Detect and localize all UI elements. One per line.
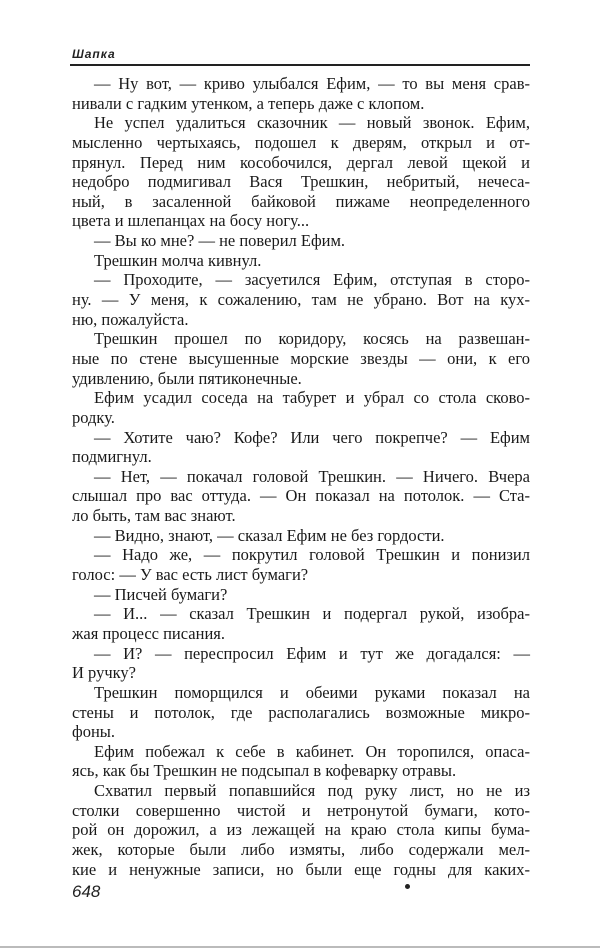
text-line: — Писчей бумаги?: [94, 584, 228, 604]
page-number: 648: [72, 882, 101, 901]
text-line: — Проходите, — засуетился Ефим, отступая в сторо-: [94, 270, 530, 290]
text-line: кие и ненужные записи, но были еще годны для каких-: [72, 859, 530, 879]
text-line: Не успел удалиться сказочник — новый звонок. Ефим,: [94, 113, 530, 133]
text-line: Трешкин прошел по коридору, косясь на развешан-: [94, 329, 530, 349]
text-line: стены и потолок, где располагались возможные микро-: [72, 702, 530, 722]
text-line: — Ну вот, — криво улыбался Ефим, — то вы меня срав-: [94, 74, 530, 93]
text-line: удивлению, были пятиконечные.: [72, 368, 302, 388]
text-line: слышал про вас оттуда. — Он показал на потолок. — Ста-: [72, 486, 530, 506]
header-rule: [70, 64, 530, 66]
text-line: Трешкин поморщился и обеими руками показал на: [94, 682, 530, 702]
text-line: Ефим побежал к себе в кабинет. Он торопился, опаса-: [94, 741, 530, 761]
text-line: прянул. Перед ним кособочился, дергал левой щекой и: [72, 152, 530, 172]
text-line: — Вы ко мне? — не поверил Ефим.: [94, 231, 346, 251]
text-line: ло быть, там вас знают.: [72, 506, 236, 526]
print-mark-dot: [405, 884, 410, 889]
text-line: ные по стене высушенные морские звезды — они, к его: [72, 348, 530, 368]
text-line: — Нет, — покачал головой Трешкин. — Ничего. Вчера: [94, 466, 530, 486]
text-line: столки совершенно чистой и нетронутой бумаги, кото-: [72, 800, 530, 820]
text-line: родку.: [72, 407, 115, 427]
text-line: голос: — У вас есть лист бумаги?: [72, 565, 309, 585]
text-line: — Надо же, — покрутил головой Трешкин и понизил: [94, 545, 530, 565]
text-line: — Видно, знают, — сказал Ефим не без гордости.: [94, 525, 445, 545]
text-line: нивали с гадким утенком, а теперь даже с клопом.: [72, 93, 425, 113]
text-line: Трешкин молча кивнул.: [94, 250, 262, 270]
text-line: ню, пожалуйста.: [72, 309, 189, 329]
text-line: — И? — переспросил Ефим и тут же догадался: —: [94, 643, 530, 663]
text-line: Ефим усадил соседа на табурет и убрал со стола сково-: [94, 388, 530, 408]
text-line: — И... — сказал Трешкин и подергал рукой, изобра-: [94, 604, 530, 624]
running-head: Шапка: [72, 47, 116, 61]
text-line: ный, в засаленной байковой пижаме неопределенного: [72, 191, 530, 211]
text-line: цвета и шлепанцах на босу ногу...: [72, 211, 310, 231]
text-line: подмигнул.: [72, 447, 152, 467]
text-line: жек, которые были либо измяты, либо содержали мел-: [72, 839, 530, 859]
text-line: И ручку?: [72, 663, 136, 683]
text-line: рой он дорожил, а из лежащей на краю стола кипы бума-: [72, 820, 530, 840]
text-line: жая процесс писания.: [72, 623, 225, 643]
text-line: — Хотите чаю? Кофе? Или чего покрепче? — Ефим: [94, 427, 530, 447]
page-bottom-edge: [0, 946, 600, 948]
text-line: ясь, как бы Трешкин не подсыпал в кофеварку отравы.: [72, 761, 457, 781]
text-line: ну. — У меня, к сожалению, там не убрано. Вот на кух-: [72, 290, 530, 310]
text-line: мысленно чертыхаясь, подошел к дверям, открыл и от-: [72, 132, 530, 152]
text-line: Схватил первый попавшийся под руку лист, но не из: [94, 781, 530, 801]
text-line: фоны.: [72, 722, 115, 742]
text-line: недобро подмигивал Вася Трешкин, небритый, нечеса-: [72, 172, 530, 192]
body-text: [72, 74, 530, 879]
